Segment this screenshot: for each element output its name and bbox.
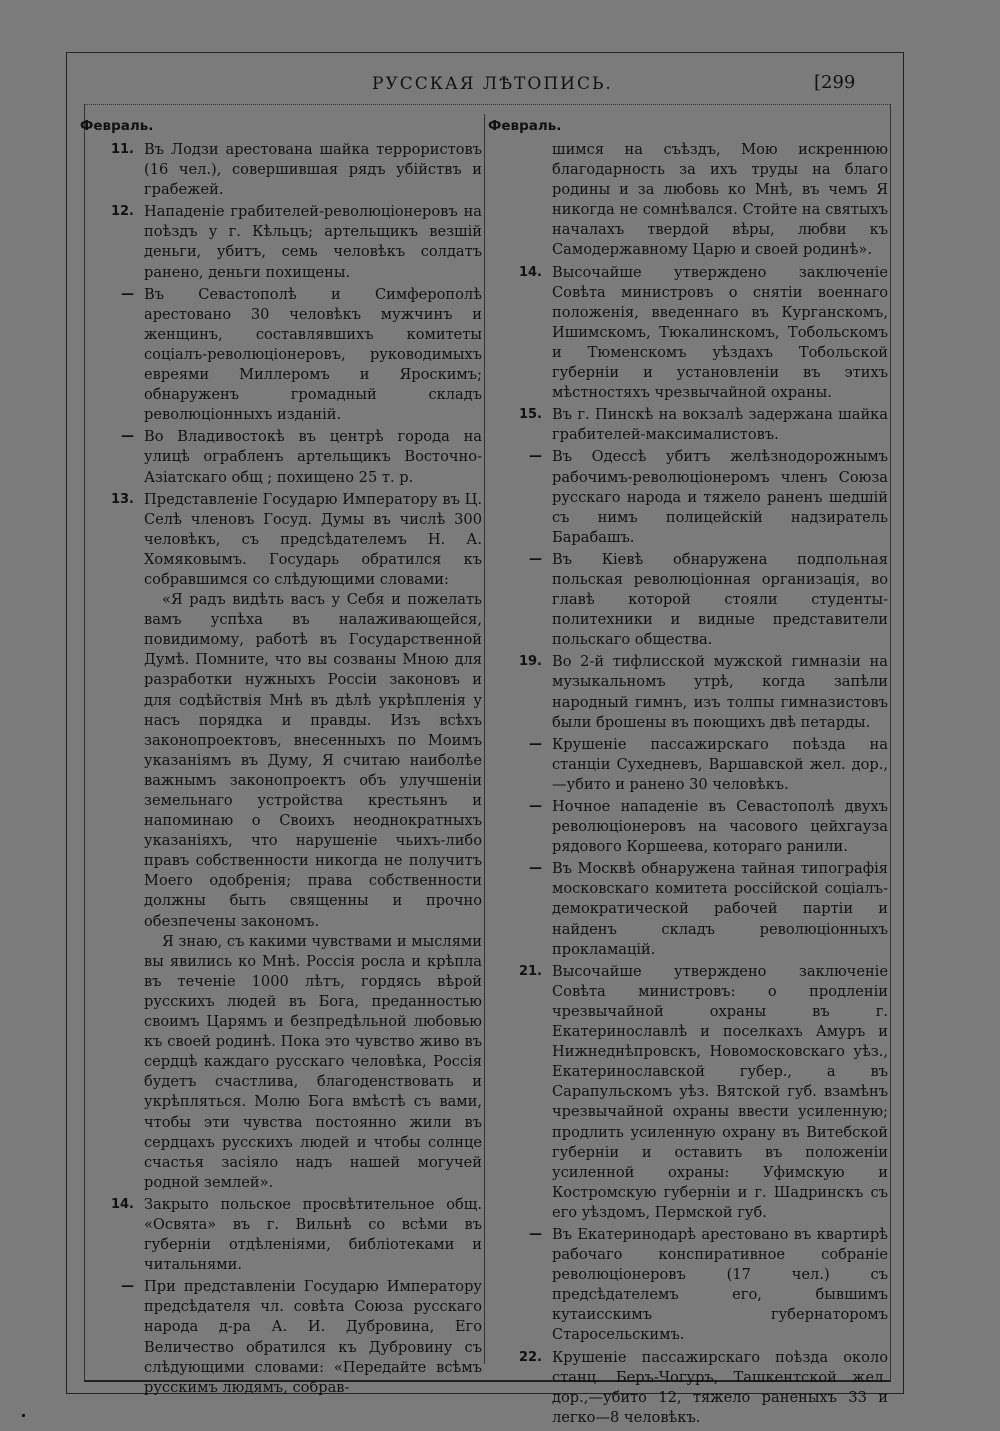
entry-text: Въ Екатеринодарѣ арестовано въ квартирѣ рабочаго конспиративное собраніе революціонеровъ (17 чел.) съ предсѣдателемъ его, бывшимъ кутаисскимъ губернаторомъ Старосельскимъ. xyxy=(552,1225,888,1344)
chronicle-entry xyxy=(80,202,482,282)
left-column xyxy=(80,116,482,1400)
continued-entry xyxy=(488,140,888,261)
entry-date: 13. xyxy=(110,491,134,507)
chronicle-entry xyxy=(488,735,888,795)
entry-text: При представленіи Государю Императору предсѣдателя чл. совѣта Союза русскаго народа д-ра А. И. Дубровина, Его Величество обратился къ Дубровину съ слѣдующими словами: «Передайте всѣмъ русскимъ людямъ, собрав- xyxy=(144,1278,482,1396)
entry-text: Во 2-й тифлисской мужской гимназіи на музыкальномъ утрѣ, когда запѣли народный гимнъ, изъ толпы гимназистовъ были брошены въ поющихъ двѣ петарды. xyxy=(552,653,888,731)
tsar-speech-paragraph: «Я радъ видѣть васъ у Себя и пожелать вамъ успѣха въ налаживающейся, повидимому, работѣ въ Государственной Думѣ. Помните, что вы созваны Мною для разработки нужныхъ Россіи законовъ и для содѣйствія Мнѣ въ дѣлѣ укрѣпленія у насъ порядка и правды. Изъ всѣхъ законопроектовъ, внесенныхъ по Моимъ указаніямъ въ Думу, Я считаю наиболѣе важнымъ законопроектъ объ улучшеніи земельнаго устройства крестьянъ и напоминаю о Своихъ неоднократныхъ указаніяхъ, что нарушеніе чьихъ-либо правъ собственности никогда не получитъ Моего одобренія; права собственности должны быть священны и прочно обезпечены закономъ. xyxy=(144,591,482,930)
chronicle-entry xyxy=(488,263,888,404)
entry-text: Высочайше утверждено заключеніе Совѣта министровъ: о продленіи чрезвычайной охраны въ г. Екатеринославлѣ и поселкахъ Амуръ и Нижнеднѣпровскъ, Новомосковскаго уѣз., Екатеринославской губер., а въ Сарапульскомъ уѣз. Вятской губ. взамѣнъ чрезвычайной охраны ввести усиленную; продлить усиленную охрану въ Витебской губерніи и оставить въ положеніи усиленной охраны: Уфимскую и Костромскую губерніи и г. Шадринскъ съ его уѣздомъ, Пермской губ. xyxy=(552,962,888,1221)
entry-text: Ночное нападеніе въ Севастополѣ двухъ революціонеровъ на часового цейхгауза рядового Коршеева, котораго ранили. xyxy=(552,798,888,856)
entry-text: Крушеніе пассажирскаго поѣзда около станц. Беръ-Чогуръ, Ташкентской жел. дор.,—убито 12, тяжело раненыхъ 33 и легко—8 человѣкъ. xyxy=(552,1348,888,1426)
chronicle-entry xyxy=(488,652,888,732)
running-title: РУССКАЯ ЛѢТОПИСЬ. xyxy=(372,74,613,94)
entry-date: 14. xyxy=(518,264,542,280)
chronicle-entry xyxy=(80,1195,482,1275)
month-heading: Февраль. xyxy=(488,118,562,134)
chronicle-entry xyxy=(488,447,888,547)
entry-date: — xyxy=(529,551,542,567)
entry-text: Въ Кіевѣ обнаружена подпольная польская революціонная организація, во главѣ которой стояли студенты-политехники и видные представители польскаго общества. xyxy=(552,550,888,649)
entry-text: Въ Москвѣ обнаружена тайная типографія московскаго комитета россійской соціалъ-демократической рабочей партіи и найденъ складъ революціонныхъ прокламацій. xyxy=(552,860,888,958)
header-rule xyxy=(84,104,890,105)
chronicle-entry xyxy=(80,490,482,1193)
entry-text: Представленіе Государю Императору въ Ц. Селѣ членовъ Госуд. Думы въ числѣ 300 человѣкъ, съ предсѣдателемъ Н. А. Хомяковымъ. Государь обратился къ собравшимся со слѣдующими словами: xyxy=(144,490,482,588)
chronicle-entry xyxy=(80,427,482,487)
entry-text: Въ Севастополѣ и Симферополѣ арестовано 30 человѣкъ мужчинъ и женщинъ, составлявшихъ комитеты соціалъ-революціонеровъ, руководимыхъ евреями Миллеромъ и Яроскимъ; обнаруженъ громадный складъ революціонныхъ изданій. xyxy=(144,285,482,424)
entry-date: — xyxy=(529,799,542,814)
entry-text: шимся на съѣздъ, Мою искреннюю благодарность за ихъ труды на благо родины и за любовь ко Мнѣ, въ чемъ Я никогда не сомнѣвался. Стойте на святыхъ началахъ твердой вѣры, любви къ Самодержавному Царю и своей родинѣ». xyxy=(552,141,888,259)
entry-date: — xyxy=(529,861,542,877)
entry-date: 22. xyxy=(518,1349,542,1365)
chronicle-entry xyxy=(80,1277,482,1398)
entry-text: Въ Одессѣ убитъ желѣзнодорожнымъ рабочимъ-революціонеромъ членъ Союза русскаго народа и тяжело раненъ шедшій съ нимъ полицейскій надзиратель Барабашъ. xyxy=(552,448,888,546)
chronicle-entry xyxy=(80,285,482,426)
entry-text: Нападеніе грабителей-революціонеровъ на поѣздъ у г. Кѣльцъ; артельщикъ везшій деньги, убитъ, семь человѣкъ солдатъ ранено, деньги похищены. xyxy=(144,203,482,281)
right-column xyxy=(488,116,888,1430)
entry-date: 21. xyxy=(518,963,542,979)
tsar-speech-paragraph: Я знаю, съ какими чувствами и мыслями вы явились ко Мнѣ. Россія росла и крѣпла въ теченіе 1000 лѣтъ, гордясь вѣрой русскихъ людей въ Бога, преданностью своимъ Царямъ и безпредѣльной любовью къ своей родинѣ. Пока это чувство живо въ сердцѣ каждаго русскаго человѣка, Россія будетъ счастлива, благоденствовать и укрѣпляться. Молю Бога вмѣстѣ съ вами, чтобы эти чувства постоянно жили въ сердцахъ русскихъ людей и чтобы солнце счастья засіяло надъ нашей могучей родной землей». xyxy=(144,932,482,1191)
chronicle-entry xyxy=(488,1225,888,1346)
chronicle-entry xyxy=(488,797,888,857)
entry-text: Закрыто польское просвѣтительное общ. «Освята» въ г. Вильнѣ со всѣми въ губерніи отдѣленіями, библіотеками и читальнями. xyxy=(144,1195,482,1274)
entry-text: Въ г. Пинскѣ на вокзалѣ задержана шайка грабителей-максималистовъ. xyxy=(552,406,888,444)
entry-date: — xyxy=(121,429,134,445)
chronicle-entry xyxy=(80,140,482,200)
entry-text: Въ Лодзи арестована шайка террористовъ (16 чел.), совершившая рядъ убійствъ и грабежей. xyxy=(144,141,482,199)
entry-date: — xyxy=(121,286,134,302)
entry-date: 14. xyxy=(110,1196,134,1212)
entry-text: Во Владивостокѣ въ центрѣ города на улицѣ ограбленъ артельщикъ Восточно-Азіатскаго общ ; похищено 25 т. р. xyxy=(144,428,482,486)
entry-date: — xyxy=(121,1279,134,1295)
entry-date: — xyxy=(529,1226,542,1242)
chronicle-entry xyxy=(488,1348,888,1428)
chronicle-entry xyxy=(488,859,888,959)
entry-date: 11. xyxy=(110,142,134,157)
chronicle-entry xyxy=(488,962,888,1223)
chronicle-entry xyxy=(488,405,888,445)
chronicle-entry xyxy=(488,550,888,650)
entry-text: Высочайше утверждено заключеніе Совѣта министровъ о снятіи военнаго положенія, введеннаго въ Курганскомъ, Ишимскомъ, Тюкалинскомъ, Тобольскомъ и Тюменскомъ уѣздахъ Тобольской губерніи и установленіи въ этихъ мѣстностяхъ чрезвычайной охраны. xyxy=(552,263,888,402)
column-divider xyxy=(484,114,485,1364)
entry-text: Крушеніе пассажирскаго поѣзда на станціи Сухедневъ, Варшавской жел. дор.,—убито и ранено 30 человѣкъ. xyxy=(552,735,888,793)
entry-date: 15. xyxy=(518,407,542,423)
entry-date: 19. xyxy=(518,654,542,670)
ink-speck xyxy=(22,1414,25,1417)
entry-date: 12. xyxy=(110,204,134,220)
entry-date: — xyxy=(529,449,542,465)
entry-date: — xyxy=(529,736,542,752)
page-number: [299 xyxy=(814,72,856,93)
month-heading: Февраль. xyxy=(80,118,154,134)
